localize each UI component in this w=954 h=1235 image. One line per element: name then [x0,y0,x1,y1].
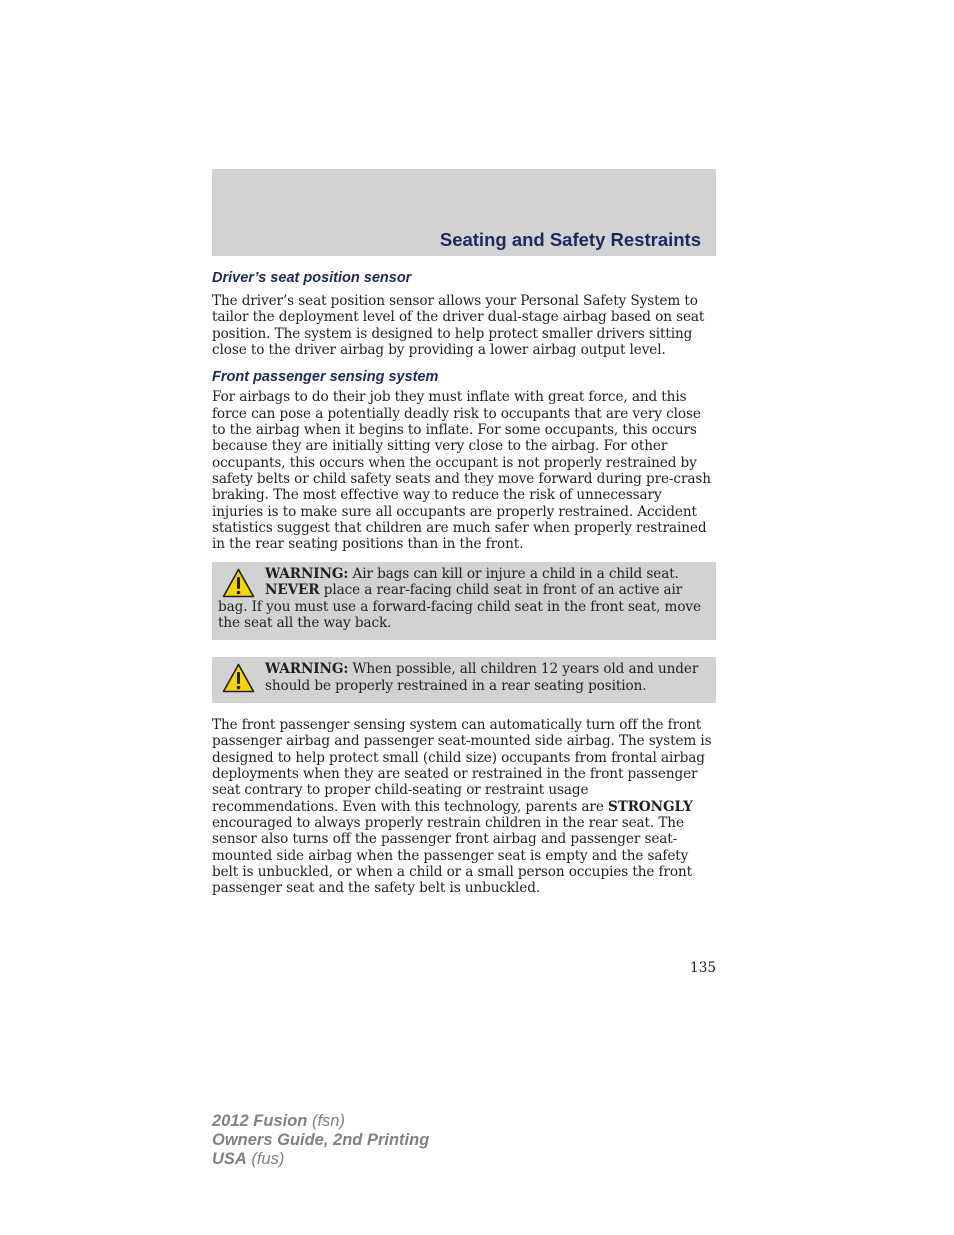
page-content [212,266,716,897]
drivers-seat-heading: Driver’s seat position sensor [212,270,412,286]
warning-emphasis: NEVER [265,582,320,599]
warning-label: WARNING: [265,565,349,582]
warning-label: WARNING: [265,661,349,678]
page-number: 135 [690,960,716,976]
drivers-seat-paragraph: The driver’s seat position sensor allows your Personal Safety System to tailor the deployment level of the driver dual-stage airbag based on seat position. The system is designed to help protect smaller drivers sitting close to the driver airbag by providing a lower airbag output level. [212,293,705,359]
paragraph-text: encouraged to always properly restrain children in the rear seat. The sensor also turns off the passenger front airbag and passenger seat-mounted side airbag when the passenger seat is empty and the safety belt is unbuckled, or when a child or a small person occupies the front passenger seat and the safety belt is unbuckled. [212,814,692,897]
sensing-system-paragraph [212,717,716,897]
section-header-band [212,169,716,256]
warning-box-child-seat [212,562,716,640]
warning-triangle-icon [222,568,255,598]
front-passenger-paragraph: For airbags to do their job they must inflate with great force, and this force can pose a potentially deadly risk to occupants that are very close to the airbag when it begins to inflate. For some occupants, this occurs because they are initially sitting very close to the airbag. For other occupants, this occurs when the occupant is not properly restrained by safety belts or child safety seats and they move forward during pre-crash braking. The most effective way to reduce the risk of unnecessary injuries is to make sure all occupants are properly restrained. Accident statistics suggest that children are much safer when properly restrained in the rear seating positions than in the front. [212,389,711,553]
warning-text: place a rear-facing child seat in front of an active air bag. If you must use a forward-facing child seat in the front seat, move the seat all the way back. [218,582,701,631]
footer-guide-name: Owners Guide, 2nd Printing [212,1131,430,1149]
warning-box-children-rear-seat [212,657,716,703]
warning-text: Air bags can kill or injure a child in a child seat. [348,565,679,582]
document-footer [212,1112,429,1169]
paragraph-emphasis: STRONGLY [608,798,693,815]
footer-model-code: (fsn) [307,1112,345,1130]
footer-line-guide [212,1131,429,1150]
paragraph-text: The front passenger sensing system can automatically turn off the front passenger airbag and passenger seat-mounted side airbag. The system is designed to help protect small (child size) occupants from frontal airbag deployments when they are seated or restrained in the front passenger seat contrary to proper child-seating or restraint usage recommendations. Even with this technology, parents are [212,716,712,815]
footer-line-model [212,1112,429,1131]
footer-market-code: (fus) [246,1150,285,1168]
warning-text: When possible, all children 12 years old and under should be properly restrained in a rear seating position. [265,661,699,694]
footer-line-market [212,1150,429,1169]
section-title: Seating and Safety Restraints [439,229,701,250]
warning-triangle-icon [222,663,255,693]
footer-market-name: USA [212,1150,247,1168]
front-passenger-heading: Front passenger sensing system [212,369,439,386]
footer-model-name: 2012 Fusion [212,1112,308,1130]
